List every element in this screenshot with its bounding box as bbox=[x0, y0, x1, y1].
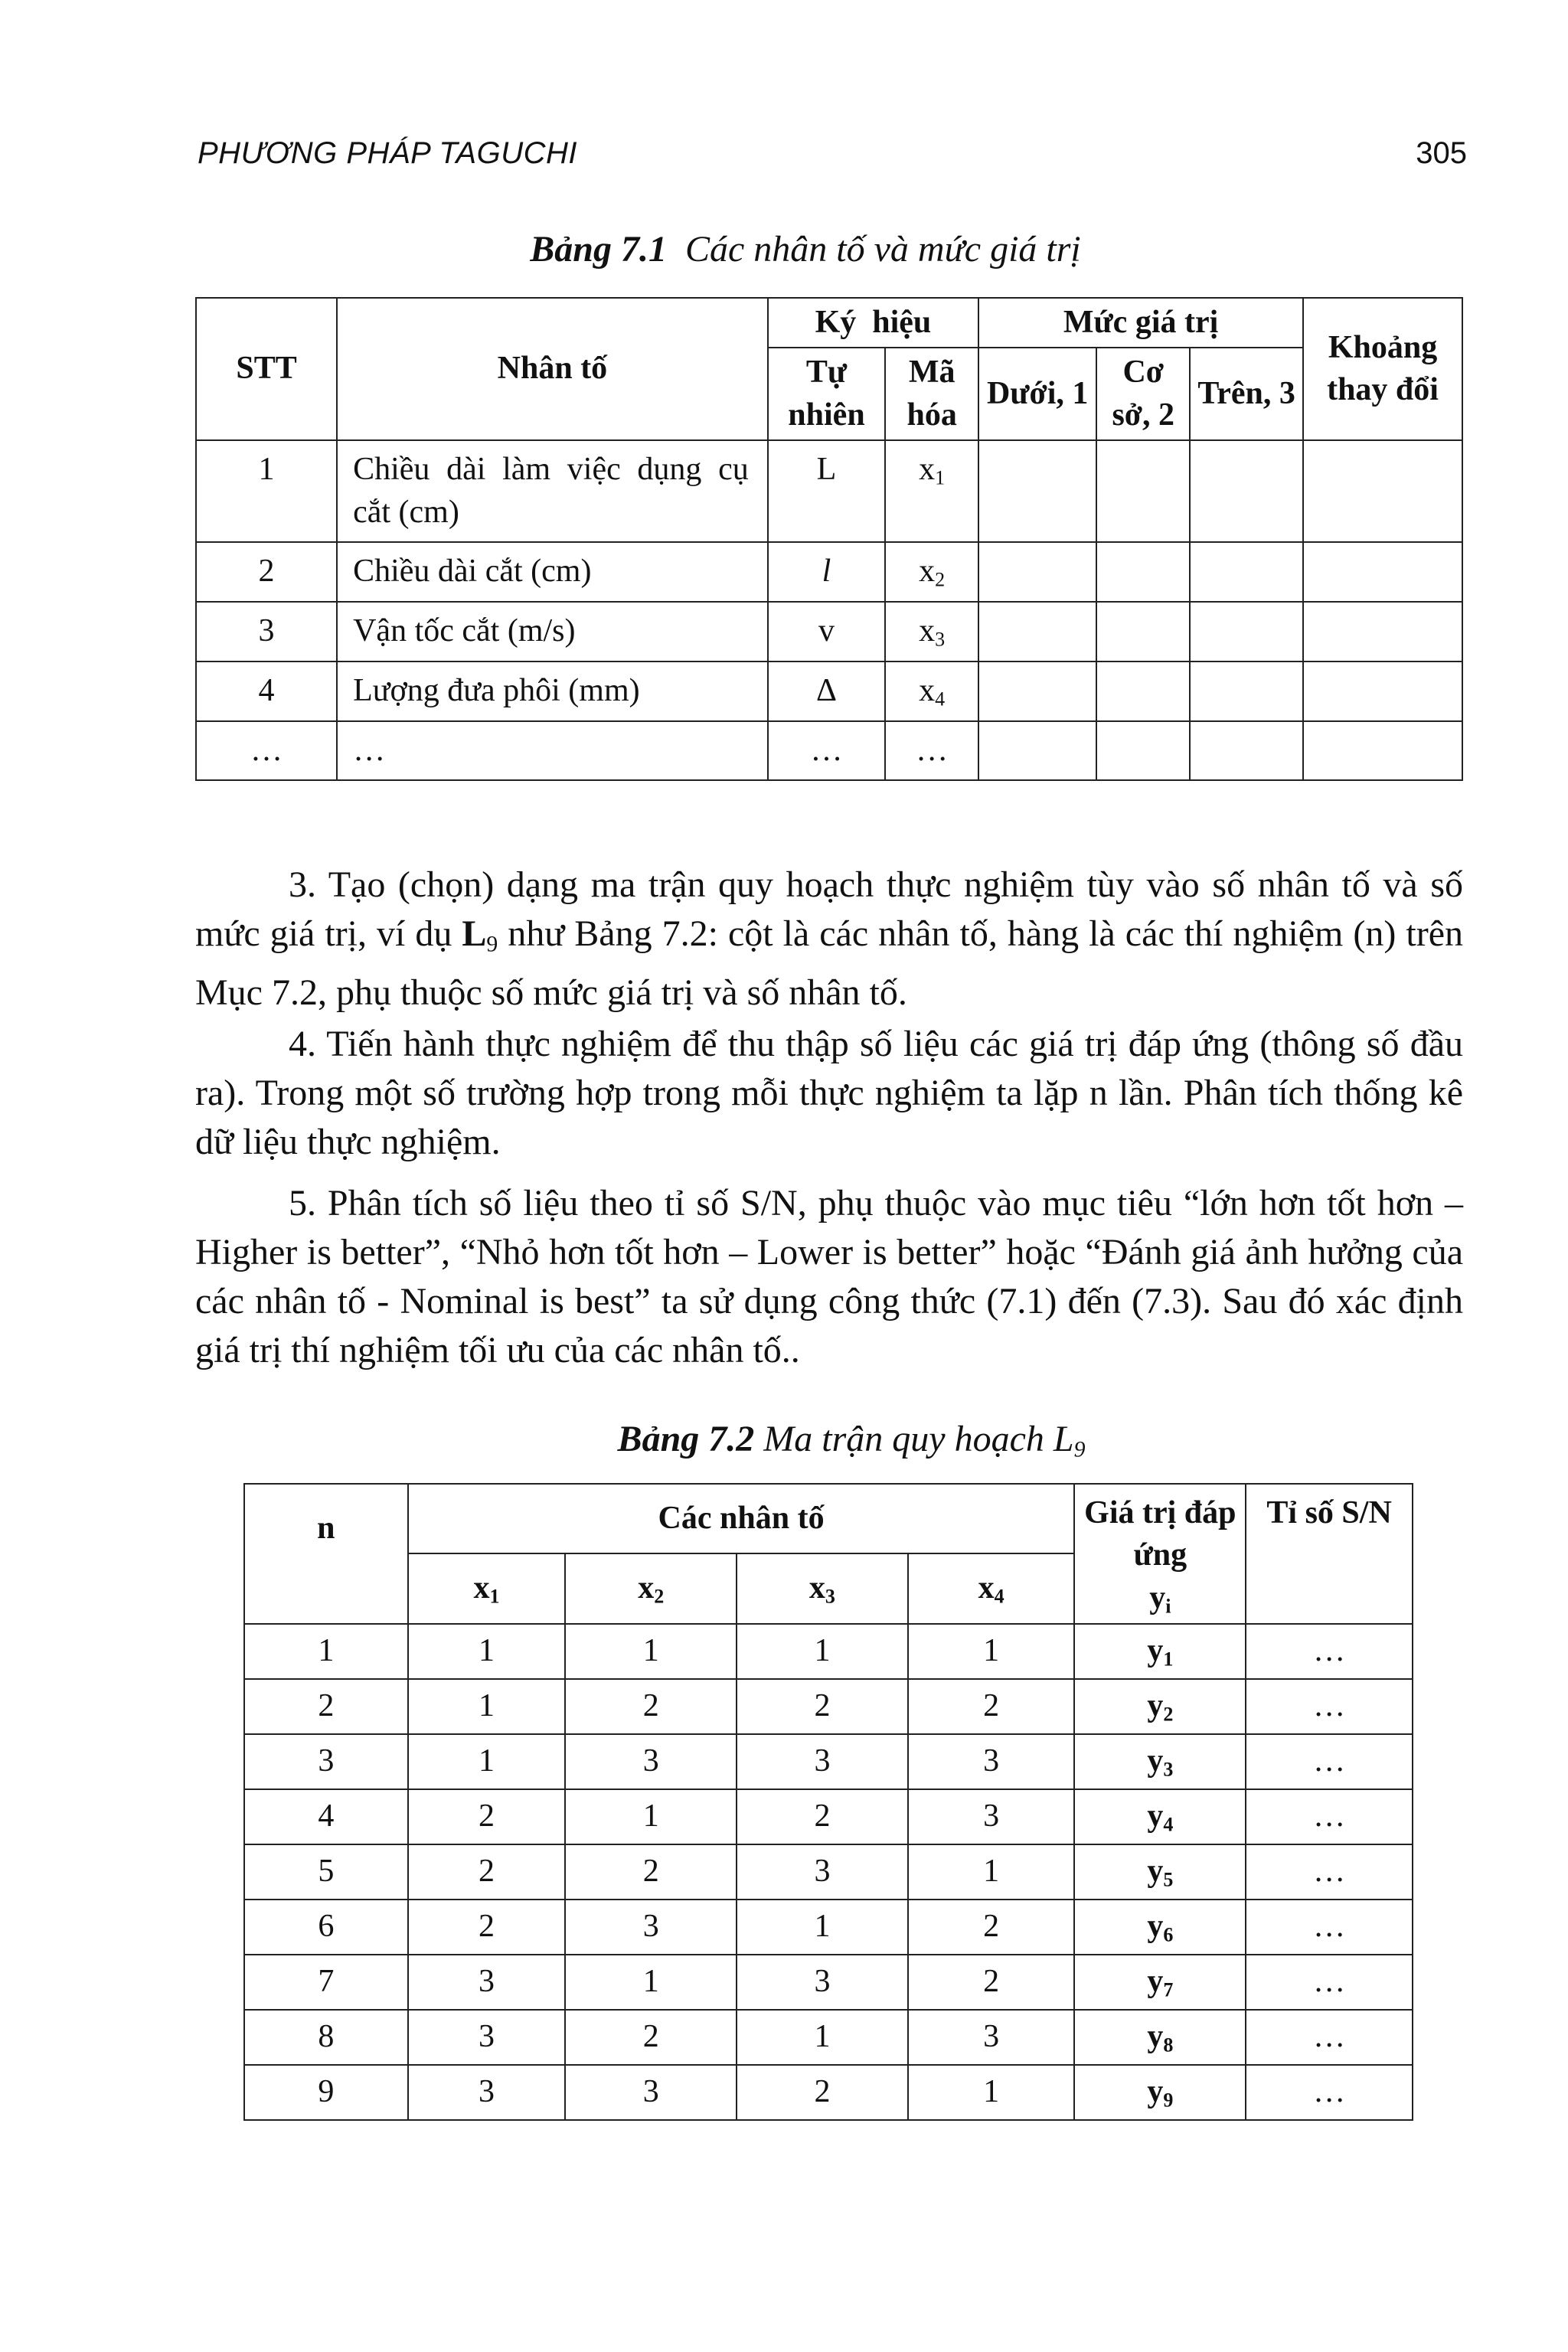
cell-x2: 3 bbox=[565, 1734, 737, 1789]
cell-x1: 3 bbox=[408, 2010, 566, 2065]
cell-x4: 2 bbox=[908, 1900, 1075, 1955]
response-symbol: y bbox=[1147, 1853, 1164, 1889]
paragraph-step-3-a: 3. Tạo (chọn) dạng ma trận quy hoạch thực nghiệm tùy vào số nhân tố và số mức giá trị, ví dụ bbox=[195, 864, 1463, 954]
paragraph-step-3-b: như Bảng 7.2: cột là các nhân tố, hàng là các thí nghiệm (n) trên Mục 7.2, phụ thuộc số mức giá trị và số nhân tố. bbox=[195, 913, 1463, 1014]
cell-base bbox=[1096, 542, 1190, 602]
paragraph-step-4-text: 4. Tiến hành thực nghiệm để thu thập số liệu các giá trị đáp ứng (thông số đầu ra). Trong một số trường hợp trong mỗi thực nghiệm ta lặp n lần. Phân tích thống kê dữ liệu thực nghiệm. bbox=[195, 1024, 1463, 1162]
cell-upper bbox=[1190, 662, 1303, 721]
cell-sn: … bbox=[1246, 2065, 1413, 2120]
cell-response bbox=[1074, 2065, 1246, 2120]
response-subscript: 6 bbox=[1163, 1923, 1174, 1946]
cell-x3: 2 bbox=[737, 2065, 908, 2120]
table-row bbox=[196, 721, 1462, 780]
table-row bbox=[244, 2065, 1413, 2120]
header-coded: Mã hóa bbox=[885, 348, 978, 440]
cell-response bbox=[1074, 1679, 1246, 1734]
coded-subscript: 3 bbox=[935, 628, 946, 651]
table-row bbox=[196, 440, 1462, 542]
coded-symbol: x bbox=[919, 452, 936, 488]
cell-stt: 3 bbox=[196, 602, 337, 662]
coded-symbol: x bbox=[919, 613, 936, 649]
paragraph-step-5-text: 5. Phân tích số liệu theo tỉ số S/N, phụ thuộc vào mục tiêu “lớn hơn tốt hơn – Higher is better”, “Nhỏ hơn tốt hơn – Lower is better” hoặc “Đánh giá ảnh hưởng của các nhân tố - Nominal is best” ta sử dụng công thức (7.1) đến (7.3). Sau đó xác định giá trị thí nghiệm tối ưu của các nhân tố.. bbox=[195, 1183, 1463, 1370]
header-x2-symbol: x bbox=[638, 1570, 655, 1606]
cell-range bbox=[1303, 542, 1462, 602]
cell-x3: 2 bbox=[737, 1679, 908, 1734]
design-symbol: L bbox=[462, 913, 487, 954]
cell-x2: 2 bbox=[565, 1679, 737, 1734]
response-subscript: 4 bbox=[1163, 1813, 1174, 1836]
coded-symbol: x bbox=[919, 554, 936, 590]
cell-x1: 1 bbox=[408, 1679, 566, 1734]
cell-lower bbox=[978, 602, 1096, 662]
header-x3 bbox=[737, 1553, 908, 1624]
cell-response bbox=[1074, 2010, 1246, 2065]
table2-caption bbox=[67, 1418, 1568, 1462]
cell-coded bbox=[885, 602, 978, 662]
cell-response bbox=[1074, 1789, 1246, 1844]
cell-stt: … bbox=[196, 721, 337, 780]
cell-natural: L bbox=[768, 440, 885, 542]
header-x4-symbol: x bbox=[978, 1570, 995, 1606]
table-row bbox=[196, 602, 1462, 662]
cell-x1: 2 bbox=[408, 1844, 566, 1900]
response-symbol: y bbox=[1147, 1743, 1164, 1779]
table-row bbox=[196, 542, 1462, 602]
cell-natural: l bbox=[768, 542, 885, 602]
header-symbol: Ký hiệu bbox=[768, 298, 978, 348]
cell-lower bbox=[978, 542, 1096, 602]
coded-subscript: 4 bbox=[935, 688, 946, 710]
response-symbol: y bbox=[1147, 1687, 1164, 1723]
coded-subscript: 1 bbox=[935, 466, 946, 489]
header-response-subscript: i bbox=[1165, 1595, 1171, 1618]
cell-factor: … bbox=[337, 721, 768, 780]
l9-table-body bbox=[244, 1624, 1413, 2120]
cell-x4: 1 bbox=[908, 2065, 1075, 2120]
cell-x3: 1 bbox=[737, 2010, 908, 2065]
cell-n: 8 bbox=[244, 2010, 408, 2065]
cell-natural: … bbox=[768, 721, 885, 780]
design-symbol-subscript: 9 bbox=[486, 931, 498, 957]
cell-x4: 2 bbox=[908, 1955, 1075, 2010]
cell-x1: 3 bbox=[408, 2065, 566, 2120]
cell-x3: 1 bbox=[737, 1624, 908, 1679]
cell-x3: 2 bbox=[737, 1789, 908, 1844]
header-sn: Tỉ số S/N bbox=[1246, 1484, 1413, 1624]
cell-x4: 1 bbox=[908, 1624, 1075, 1679]
table2-caption-label: Bảng 7.2 bbox=[617, 1419, 755, 1459]
cell-n: 6 bbox=[244, 1900, 408, 1955]
table-row bbox=[244, 1624, 1413, 1679]
cell-x3: 1 bbox=[737, 1900, 908, 1955]
response-subscript: 9 bbox=[1163, 2089, 1174, 2112]
cell-lower bbox=[978, 721, 1096, 780]
response-subscript: 1 bbox=[1163, 1648, 1174, 1671]
cell-factor: Lượng đưa phôi (mm) bbox=[337, 662, 768, 721]
response-symbol: y bbox=[1147, 1798, 1164, 1834]
header-stt: STT bbox=[196, 298, 337, 440]
cell-x1: 3 bbox=[408, 1955, 566, 2010]
paragraph-step-5 bbox=[195, 1179, 1463, 1375]
response-symbol: y bbox=[1147, 1963, 1164, 1999]
cell-factor: Chiều dài làm việc dụng cụ cắt (cm) bbox=[337, 440, 768, 542]
cell-upper bbox=[1190, 440, 1303, 542]
cell-base bbox=[1096, 440, 1190, 542]
cell-x4: 3 bbox=[908, 1734, 1075, 1789]
cell-base bbox=[1096, 602, 1190, 662]
cell-response bbox=[1074, 1900, 1246, 1955]
factors-levels-table bbox=[195, 297, 1463, 781]
cell-upper bbox=[1190, 721, 1303, 780]
table-row bbox=[244, 1679, 1413, 1734]
cell-x4: 3 bbox=[908, 2010, 1075, 2065]
table1-caption-text: Các nhân tố và mức giá trị bbox=[684, 229, 1081, 270]
cell-coded bbox=[885, 542, 978, 602]
cell-n: 5 bbox=[244, 1844, 408, 1900]
cell-x2: 3 bbox=[565, 1900, 737, 1955]
table-row bbox=[244, 1789, 1413, 1844]
cell-factor: Chiều dài cắt (cm) bbox=[337, 542, 768, 602]
cell-x3: 3 bbox=[737, 1734, 908, 1789]
cell-natural: v bbox=[768, 602, 885, 662]
cell-n: 2 bbox=[244, 1679, 408, 1734]
cell-x1: 2 bbox=[408, 1789, 566, 1844]
cell-range bbox=[1303, 721, 1462, 780]
cell-range bbox=[1303, 440, 1462, 542]
table-row bbox=[196, 662, 1462, 721]
header-response bbox=[1074, 1484, 1246, 1624]
page-number: 305 bbox=[1416, 136, 1467, 170]
table2-caption-text: Ma trận quy hoạch L bbox=[763, 1419, 1074, 1459]
cell-x2: 1 bbox=[565, 1955, 737, 2010]
cell-x2: 2 bbox=[565, 2010, 737, 2065]
cell-base bbox=[1096, 662, 1190, 721]
response-subscript: 7 bbox=[1163, 1978, 1174, 2001]
cell-stt: 4 bbox=[196, 662, 337, 721]
cell-x1: 2 bbox=[408, 1900, 566, 1955]
response-subscript: 5 bbox=[1163, 1868, 1174, 1891]
response-subscript: 2 bbox=[1163, 1703, 1174, 1726]
cell-sn: … bbox=[1246, 1679, 1413, 1734]
cell-sn: … bbox=[1246, 1624, 1413, 1679]
header-response-label: Giá trị đáp ứng bbox=[1084, 1495, 1236, 1573]
paragraph-step-3 bbox=[195, 861, 1463, 1018]
coded-symbol: x bbox=[919, 672, 936, 708]
header-x3-subscript: 3 bbox=[825, 1585, 835, 1608]
cell-x2: 3 bbox=[565, 2065, 737, 2120]
response-subscript: 3 bbox=[1163, 1758, 1174, 1781]
cell-base bbox=[1096, 721, 1190, 780]
cell-x3: 3 bbox=[737, 1955, 908, 2010]
header-x3-symbol: x bbox=[808, 1570, 825, 1606]
response-symbol: y bbox=[1147, 2073, 1164, 2109]
cell-n: 3 bbox=[244, 1734, 408, 1789]
cell-x2: 1 bbox=[565, 1624, 737, 1679]
header-x4-subscript: 4 bbox=[994, 1585, 1004, 1608]
cell-sn: … bbox=[1246, 1900, 1413, 1955]
header-base: Cơ sở, 2 bbox=[1096, 348, 1190, 440]
cell-sn: … bbox=[1246, 1789, 1413, 1844]
cell-response bbox=[1074, 1844, 1246, 1900]
header-factors: Các nhân tố bbox=[408, 1484, 1075, 1553]
cell-x4: 3 bbox=[908, 1789, 1075, 1844]
table1-caption bbox=[21, 228, 1568, 270]
cell-natural: Δ bbox=[768, 662, 885, 721]
response-symbol: y bbox=[1147, 1632, 1164, 1668]
running-header: PHƯƠNG PHÁP TAGUCHI bbox=[198, 136, 577, 170]
cell-stt: 1 bbox=[196, 440, 337, 542]
cell-factor: Vận tốc cắt (m/s) bbox=[337, 602, 768, 662]
cell-stt: 2 bbox=[196, 542, 337, 602]
cell-x4: 1 bbox=[908, 1844, 1075, 1900]
cell-sn: … bbox=[1246, 2010, 1413, 2065]
header-n: n bbox=[244, 1484, 408, 1624]
cell-coded bbox=[885, 440, 978, 542]
table-row bbox=[244, 1844, 1413, 1900]
response-symbol: y bbox=[1147, 2018, 1164, 2054]
header-x4 bbox=[908, 1553, 1075, 1624]
cell-x1: 1 bbox=[408, 1624, 566, 1679]
cell-range bbox=[1303, 662, 1462, 721]
header-x1-subscript: 1 bbox=[489, 1585, 500, 1608]
paragraph-step-4 bbox=[195, 1020, 1463, 1167]
cell-lower bbox=[978, 662, 1096, 721]
cell-sn: … bbox=[1246, 1734, 1413, 1789]
table-row bbox=[244, 2010, 1413, 2065]
cell-response bbox=[1074, 1955, 1246, 2010]
cell-response bbox=[1074, 1624, 1246, 1679]
cell-upper bbox=[1190, 542, 1303, 602]
header-x2 bbox=[565, 1553, 737, 1624]
cell-range bbox=[1303, 602, 1462, 662]
cell-upper bbox=[1190, 602, 1303, 662]
cell-n: 7 bbox=[244, 1955, 408, 2010]
l9-orthogonal-array-table bbox=[243, 1483, 1413, 2121]
table-row bbox=[244, 1734, 1413, 1789]
header-upper: Trên, 3 bbox=[1190, 348, 1303, 440]
header-range: Khoảng thay đổi bbox=[1303, 298, 1462, 440]
cell-response bbox=[1074, 1734, 1246, 1789]
table2-caption-subscript: 9 bbox=[1073, 1436, 1086, 1462]
cell-x3: 3 bbox=[737, 1844, 908, 1900]
cell-x4: 2 bbox=[908, 1679, 1075, 1734]
header-factor: Nhân tố bbox=[337, 298, 768, 440]
response-symbol: y bbox=[1147, 1908, 1164, 1944]
cell-coded: … bbox=[885, 721, 978, 780]
header-x1-symbol: x bbox=[473, 1570, 490, 1606]
cell-coded bbox=[885, 662, 978, 721]
cell-x2: 1 bbox=[565, 1789, 737, 1844]
cell-n: 1 bbox=[244, 1624, 408, 1679]
header-x2-subscript: 2 bbox=[654, 1585, 665, 1608]
cell-n: 4 bbox=[244, 1789, 408, 1844]
cell-x1: 1 bbox=[408, 1734, 566, 1789]
header-lower: Dưới, 1 bbox=[978, 348, 1096, 440]
header-x1 bbox=[408, 1553, 566, 1624]
table-row bbox=[244, 1955, 1413, 2010]
cell-x2: 2 bbox=[565, 1844, 737, 1900]
header-levels: Mức giá trị bbox=[978, 298, 1303, 348]
header-response-symbol: y bbox=[1149, 1579, 1166, 1615]
cell-n: 9 bbox=[244, 2065, 408, 2120]
header-natural: Tự nhiên bbox=[768, 348, 885, 440]
table-row bbox=[244, 1900, 1413, 1955]
response-subscript: 8 bbox=[1163, 2034, 1174, 2056]
cell-sn: … bbox=[1246, 1955, 1413, 2010]
table1-caption-label: Bảng 7.1 bbox=[530, 229, 667, 270]
coded-subscript: 2 bbox=[935, 568, 946, 591]
cell-sn: … bbox=[1246, 1844, 1413, 1900]
cell-lower bbox=[978, 440, 1096, 542]
